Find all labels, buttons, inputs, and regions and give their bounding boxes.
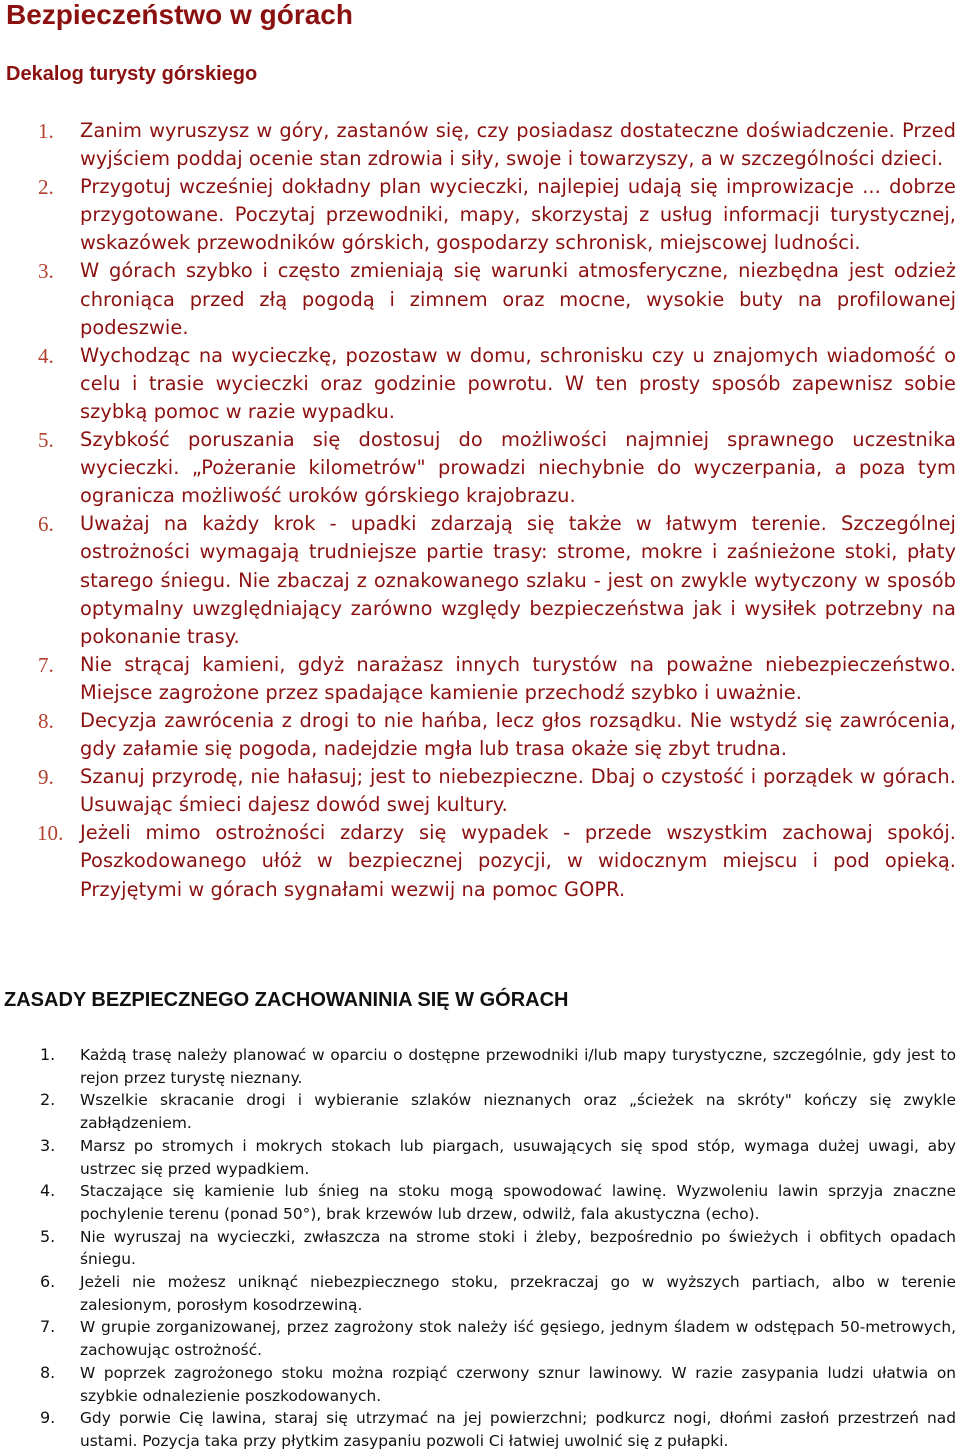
item-text: Uważaj na każdy krok - upadki zdarzają się także w łatwym terenie. Szczególnej ostrożności wymagają trudniejsze partie trasy: strome, mokre i zaśnieżone stoki, płaty starego śniegu. Nie zbaczaj z oznakowanego szlaku - jest on zwykle wytyczony w sposób optymalny uwzględniający zarówno względy bezpieczeństwa jak i wysiłek potrzebny na pokonanie trasy. [80,512,956,648]
section-title: ZASADY BEZPIECZNEGO ZACHOWANINIA SIĘ W GÓRACH [4,989,569,1011]
item-text: Wszelkie skracanie drogi i wybieranie szlaków nieznanych oraz „ścieżek na skróty" kończy się zwykle zabłądzeniem. [80,1091,956,1133]
page-title: Bezpieczeństwo w górach [6,0,353,30]
list-item [0,763,960,819]
rules-list [0,1044,960,1453]
item-number: 9. [38,765,54,790]
list-item [0,1226,960,1271]
item-number: 2. [40,1090,56,1110]
decalogue-list [0,117,960,904]
list-item [0,819,960,903]
item-text: Gdy porwie Cię lawina, staraj się utrzymać na jej powierzchni; podkurcz nogi, dłońmi zasłoń przestrzeń nad ustami. Pozycja taka przy płytkim zasypaniu pozwoli Ci łatwiej uwolnić się z pułapki. [80,1409,956,1450]
item-number: 1. [38,119,54,143]
item-text: Przygotuj wcześniej dokładny plan wycieczki, najlepiej udają się improwizacje ... dobrze przygotowane. Poczytaj przewodniki, mapy, skorzystaj z usług informacji turystycznej, wskazówek przewodników górskich, gospodarzy schronisk, miejscowej ludności. [80,175,956,255]
item-text: Każdą trasę należy planować w oparciu o dostępne przewodniki i/lub mapy turystyczne, szczególnie, gdy jest to rejon przez turystę nieznany. [80,1046,956,1087]
item-number: 7. [38,652,54,677]
item-number: 8. [40,1362,56,1382]
item-number: 1. [40,1045,56,1064]
item-number: 6. [38,512,54,537]
item-text: Nie wyruszaj na wycieczki, zwłaszcza na strome stoki i żleby, bezpośrednio po świeżych i obfitych opadach śniegu. [80,1227,956,1269]
item-text: Wychodząc na wycieczkę, pozostaw w domu, schronisku czy u znajomych wiadomość o celu i trasie wycieczki oraz godzinie powrotu. W ten prosty sposób zapewnisz sobie szybką pomoc w razie wypadku. [80,343,956,423]
item-text: W grupie zorganizowanej, przez zagrożony stok należy iść gęsiego, jednym śladem w odstępach 50-metrowych, zachowując ostrożność. [80,1318,956,1360]
item-text: Jeżeli nie możesz uniknąć niebezpiecznego stoku, przekraczaj go w wyższych partiach, albo w terenie zalesionym, porosłym kosodrzewiną. [80,1273,956,1314]
list-item [0,651,960,707]
item-number: 5. [38,428,54,453]
list-item [0,1089,960,1134]
item-text: Szybkość poruszania się dostosuj do możliwości najmniej sprawnego uczestnika wycieczki. „Pożeranie kilometrów" prowadzi niechybnie do wyczerpania, a poza tym ogranicza możliwość uroków górskiego krajobrazu. [80,428,956,508]
item-number: 8. [38,708,54,733]
subtitle: Dekalog turysty górskiego [6,63,258,85]
list-item [0,1407,960,1452]
list-item [0,1135,960,1180]
list-item [0,1180,960,1225]
list-item [0,173,960,257]
list-item [0,707,960,763]
item-number: 3. [40,1135,56,1155]
list-item [0,510,960,650]
item-number: 4. [38,343,54,368]
list-item [0,1044,960,1089]
item-number: 7. [40,1317,56,1337]
item-number: 5. [40,1226,56,1246]
item-number: 6. [40,1272,56,1292]
item-text: Nie strącaj kamieni, gdyż narażasz innych turystów na poważne niebezpieczeństwo. Miejsce zagrożone przez spadające kamienie przechodź szybko i uważnie. [80,652,956,704]
item-text: Decyzja zawrócenia z drogi to nie hańba, lecz głos rozsądku. Nie wstydź się zawrócenia, gdy załamie się pogoda, nadejdzie mgła lub trasa okaże się zbyt trudna. [80,708,956,761]
item-number: 9. [40,1408,56,1428]
item-text: W górach szybko i często zmieniają się warunki atmosferyczne, niezbędna jest odzież chroniąca przed złą pogodą i zimnem oraz mocne, wysokie buty na profilowanej podeszwie. [80,259,956,339]
list-item [0,1362,960,1407]
item-number: 3. [38,259,54,284]
list-item [0,1316,960,1361]
item-text: Marsz po stromych i mokrych stokach lub piargach, usuwających się spod stóp, wymaga dużej uwagi, aby ustrzec się przed wypadkiem. [80,1136,956,1178]
item-text: W poprzek zagrożonego stoku można rozpiąć czerwony sznur lawinowy. W razie zasypania ludzi ułatwia on szybkie odnalezienie poszkodowanych. [80,1363,956,1405]
list-item [0,117,960,173]
list-item [0,1271,960,1316]
item-text: Szanuj przyrodę, nie hałasuj; jest to niebezpieczne. Dbaj o czystość i porządek w górach. Usuwając śmieci dajesz dowód swej kultury. [80,765,956,817]
item-text: Jeżeli mimo ostrożności zdarzy się wypadek - przede wszystkim zachowaj spokój. Poszkodowanego ułóż w bezpiecznej pozycji, w widocznym miejscu i pod opieką. Przyjętymi w górach sygnałami wezwij na pomoc GOPR. [80,821,956,901]
list-item [0,342,960,426]
item-text: Staczające się kamienie lub śnieg na stoku mogą spowodować lawinę. Wyzwoleniu lawin sprzyja znaczne pochylenie terenu (ponad 50°), brak krzewów lub drzew, odwilż, fala akustyczna (echo). [80,1182,956,1223]
list-item [0,257,960,341]
item-number: 10. [37,821,64,846]
item-text: Zanim wyruszysz w góry, zastanów się, czy posiadasz dostateczne doświadczenie. Przed wyjściem poddaj ocenie stan zdrowia i siły, swoje i towarzyszy, a w szczególności dzieci. [80,119,956,171]
item-number: 4. [40,1181,56,1201]
item-number: 2. [38,175,54,200]
list-item [0,426,960,510]
